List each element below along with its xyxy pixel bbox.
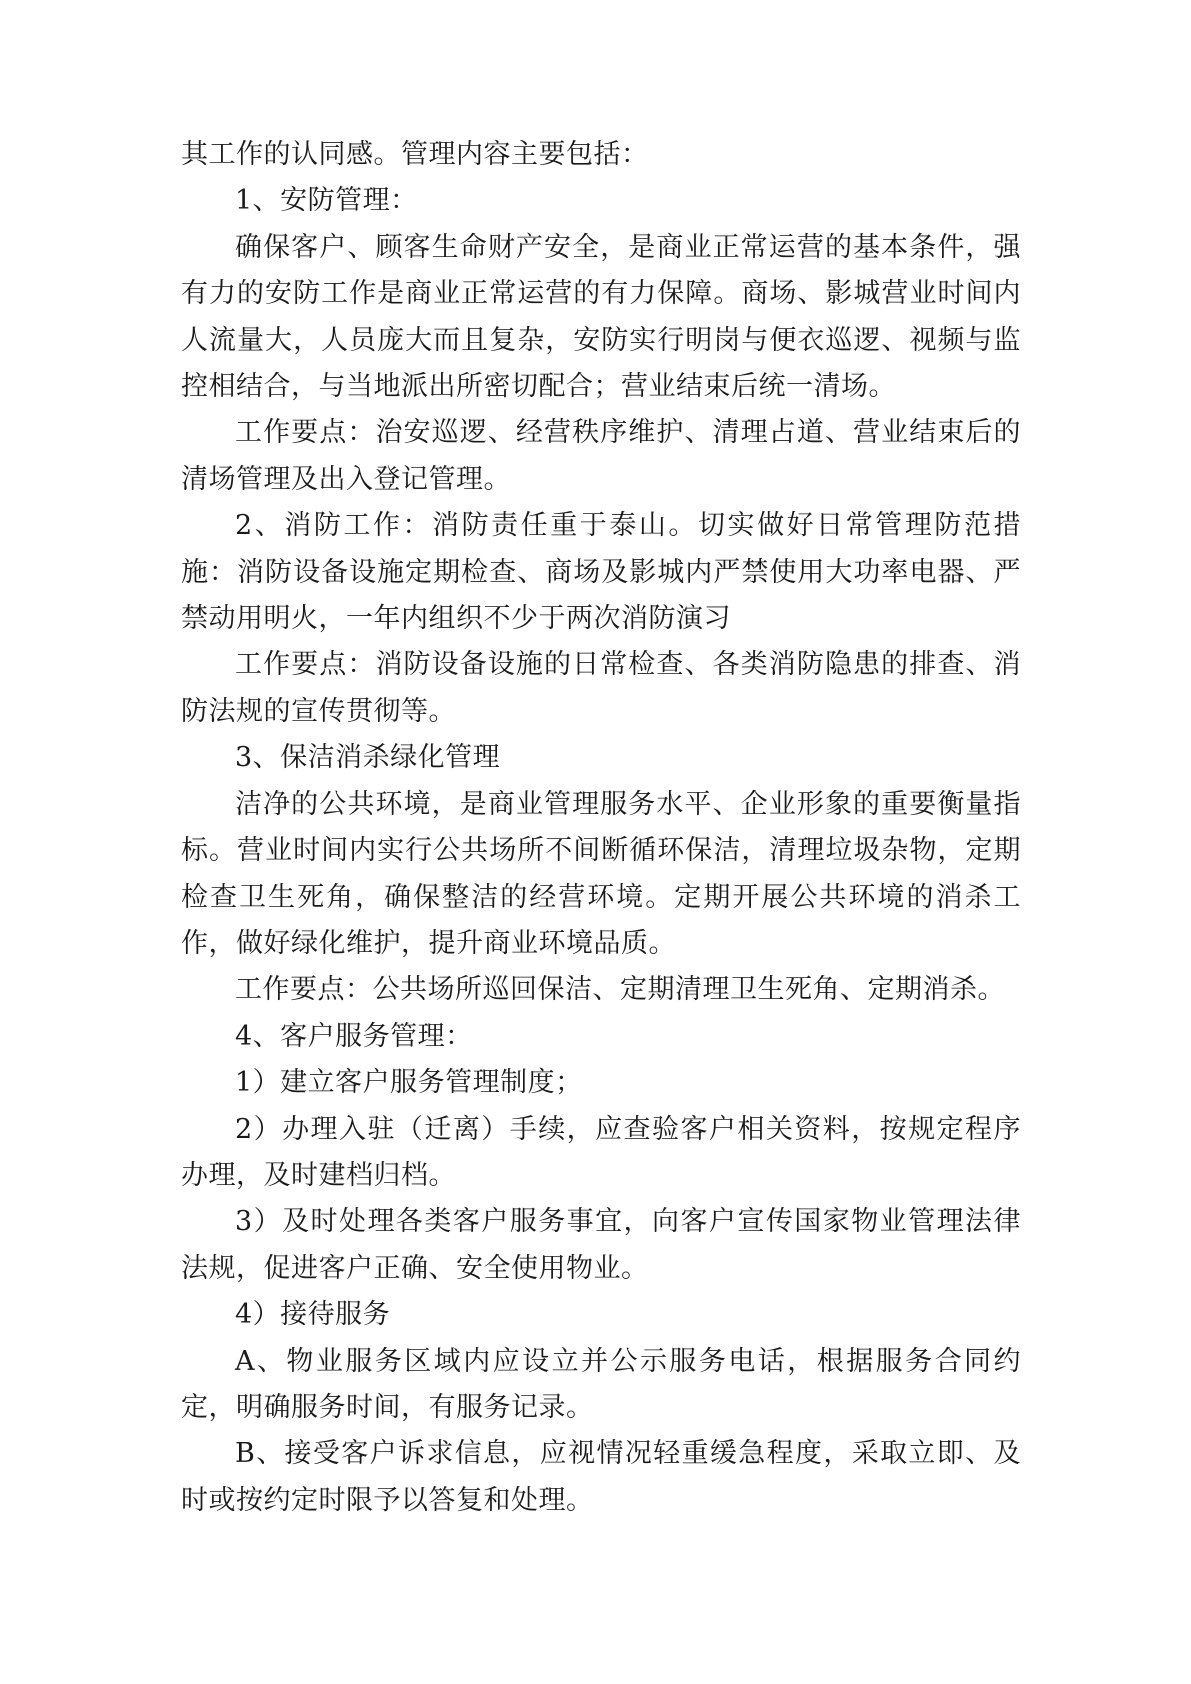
heading-security: 1、安防管理： <box>235 185 418 217</box>
list-item-service-3: 3）及时处理各类客户服务事宜，向客户宣传国家物业管理法律法规，促进客户正确、安全使用物业。 <box>181 1206 1021 1284</box>
heading-customer-service: 4、客户服务管理： <box>235 1020 473 1052</box>
list-item-service-1: 1）建立客户服务管理制度； <box>235 1067 583 1099</box>
paragraph-fire-protection: 2、消防工作：消防责任重于泰山。切实做好日常管理防范措施：消防设备设施定期检查、商场及影城内严禁使用大功率电器、严禁动用明火，一年内组织不少于两次消防演习 <box>181 510 1021 635</box>
sub-item-b: B、接受客户诉求信息，应视情况轻重缓急程度，采取立即、及时或按约定时限予以答复和处理。 <box>181 1438 1021 1516</box>
list-item-service-4: 4）接待服务 <box>235 1299 391 1331</box>
paragraph-security-body: 确保客户、顾客生命财产安全，是商业正常运营的基本条件，强有力的安防工作是商业正常运营的有力保障。商场、影城营业时间内人流量大，人员庞大而且复杂，安防实行明岗与便衣巡逻、视频与监控相结合，与当地派出所密切配合；营业结束后统一清场。 <box>181 231 1021 403</box>
paragraph-cleaning-body: 洁净的公共环境，是商业管理服务水平、企业形象的重要衡量指标。营业时间内实行公共场所不间断循环保洁，清理垃圾杂物，定期检查卫生死角，确保整洁的经营环境。定期开展公共环境的消杀工作，做好绿化维护，提升商业环境品质。 <box>181 788 1021 959</box>
paragraph-intro: 其工作的认同感。管理内容主要包括： <box>181 139 649 170</box>
paragraph-cleaning-keypoints: 工作要点：公共场所巡回保洁、定期清理卫生死角、定期消杀。 <box>235 974 1005 1006</box>
sub-item-a: A、物业服务区域内应设立并公示服务电话，根据服务合同约定，明确服务时间，有服务记录。 <box>181 1345 1021 1423</box>
document-page <box>181 132 1021 1524</box>
list-item-service-2: 2）办理入驻（迁离）手续，应查验客户相关资料，按规定程序办理，及时建档归档。 <box>181 1113 1021 1191</box>
paragraph-fire-keypoints: 工作要点：消防设备设施的日常检查、各类消防隐患的排查、消防法规的宣传贯彻等。 <box>181 649 1021 727</box>
heading-cleaning: 3、保洁消杀绿化管理 <box>235 742 501 774</box>
paragraph-security-keypoints: 工作要点：治安巡逻、经营秩序维护、清理占道、营业结束后的清场管理及出入登记管理。 <box>181 417 1021 495</box>
